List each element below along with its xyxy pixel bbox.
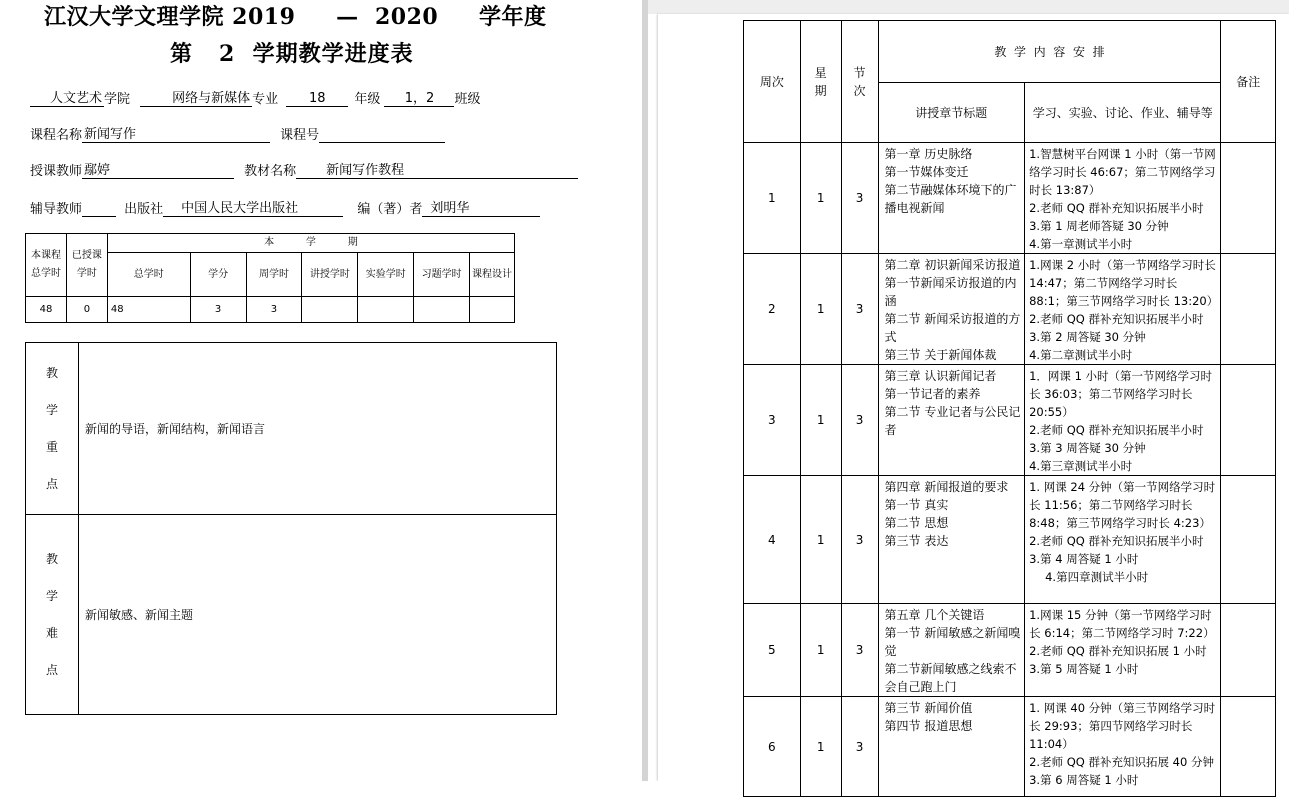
row-day: 1 <box>800 143 841 254</box>
document-subtitle: 第 2 学期教学进度表 <box>170 41 414 67</box>
header-lecture: 讲授学时 <box>302 253 358 297</box>
activity-line: 2.老师 QQ 群补充知识拓展 1 小时 <box>1029 644 1207 658</box>
header-design: 课程设计 <box>470 253 515 297</box>
topic-line: 第三章 认识新闻记者 <box>884 369 997 383</box>
row-period: 3 <box>841 476 878 604</box>
header-remarks: 备注 <box>1221 21 1276 143</box>
col-total-hours: 本课程总学时 <box>26 234 67 297</box>
row-topic <box>878 365 1025 476</box>
editor-label: 编（著）者 <box>357 202 423 217</box>
teacher-value: 鄢婷 <box>82 163 234 179</box>
activity-line: 1.网课 15 分钟（第一节网络学习时长 6:14；第二节网络学习时 7:22） <box>1029 608 1215 640</box>
hours-table <box>25 233 515 323</box>
topic-line: 第二章 初识新闻采访报道 <box>884 258 1021 272</box>
row-period: 3 <box>841 604 878 697</box>
topic-line: 第一节新闻采访报道的内涵 <box>884 276 1017 308</box>
value-weekly: 3 <box>246 297 302 323</box>
teacher-label: 授课教师 <box>30 164 83 179</box>
info-row-course <box>30 124 445 143</box>
topic-line: 第一节记者的素养 <box>884 387 981 401</box>
row-activities <box>1025 604 1221 697</box>
activity-line: 2.老师 QQ 群补充知识拓展半小时 <box>1029 312 1204 326</box>
topic-line: 第三节 表达 <box>884 534 949 548</box>
topic-line: 第三节 新闻价值 <box>884 701 973 715</box>
row-day: 1 <box>800 697 841 797</box>
row-week: 6 <box>744 697 801 797</box>
activity-line: 4.第二章测试半小时 <box>1029 348 1133 362</box>
college-value: 人文艺术 <box>30 91 104 107</box>
header-exercise: 习题学时 <box>414 253 470 297</box>
row-week: 1 <box>744 143 801 254</box>
topic-line: 第四章 新闻报道的要求 <box>884 480 1009 494</box>
row-period: 3 <box>841 365 878 476</box>
info-row-teacher <box>30 160 578 179</box>
publisher-label: 出版社 <box>124 202 164 217</box>
topic-line: 第二节 专业记者与公民记者 <box>884 405 1021 437</box>
activity-line: 1.智慧树平台网课 1 小时（第一节网络学习时长 46:67；第二节网络学习时长 13:87） <box>1029 147 1216 197</box>
info-row-college <box>30 88 480 107</box>
row-activities <box>1025 143 1221 254</box>
topic-line: 第一节媒体变迁 <box>884 165 969 179</box>
college-label: 学院 <box>104 92 131 107</box>
value-design <box>470 297 515 323</box>
value-lecture <box>302 297 358 323</box>
header-total: 总学时 <box>107 253 190 297</box>
topic-line: 第二节 新闻采访报道的方式 <box>884 312 1021 344</box>
row-day: 1 <box>800 476 841 604</box>
key-points-label-char: 学 <box>45 402 58 417</box>
activity-line: 1.网课 2 小时（第一节网络学习时长 14:47；第二节网络学习时长 88:1；第三节网络学习时长 13:20） <box>1029 258 1219 308</box>
row-week: 5 <box>744 604 801 697</box>
row-activities <box>1025 254 1221 365</box>
class-value: 1，2 <box>384 91 454 107</box>
value-total: 48 <box>107 297 190 323</box>
activity-line: 3.第 5 周答疑 1 小时 <box>1029 662 1139 676</box>
row-day: 1 <box>800 254 841 365</box>
header-lab: 实验学时 <box>358 253 414 297</box>
course-no-label: 课程号 <box>280 128 320 143</box>
header-week: 周次 <box>744 21 801 143</box>
tutor-label: 辅导教师 <box>30 202 83 217</box>
activity-line: 3.第 1 周老师答疑 30 分钟 <box>1029 219 1169 233</box>
document-title: 江汉大学文理学院 2019 — 2020 学年度 <box>44 4 547 30</box>
topic-line: 第二节 思想 <box>884 516 949 530</box>
value-done-hours: 0 <box>66 297 107 323</box>
header-day: 星期 <box>800 21 841 143</box>
value-lab <box>358 297 414 323</box>
row-period: 3 <box>841 254 878 365</box>
difficulties-label-char: 教 <box>45 551 58 566</box>
table-row <box>744 143 1276 254</box>
activity-line: 2.老师 QQ 群补充知识拓展半小时 <box>1029 423 1204 437</box>
header-period: 节次 <box>841 21 878 143</box>
table-row <box>744 697 1276 797</box>
row-period: 3 <box>841 697 878 797</box>
activity-line: 2.老师 QQ 群补充知识拓展 40 分钟 <box>1029 755 1214 769</box>
row-week: 2 <box>744 254 801 365</box>
key-points-text: 新闻的导语，新闻结构，新闻语言 <box>79 343 557 515</box>
key-points-label-char: 点 <box>45 476 58 491</box>
table-row <box>744 476 1276 604</box>
value-credit: 3 <box>190 297 246 323</box>
row-remarks <box>1221 143 1276 254</box>
difficulties-label-char: 难 <box>45 625 58 640</box>
row-remarks <box>1221 254 1276 365</box>
difficulties-label <box>26 515 79 715</box>
row-week: 4 <box>744 476 801 604</box>
topic-line: 第一节 新闻敏感之新闻嗅觉 <box>884 626 1021 658</box>
activity-line: 1．网课 1 小时（第一节网络学习时长 36:03；第二节网络学习时长 20:55） <box>1029 369 1213 419</box>
row-period: 3 <box>841 143 878 254</box>
grade-label: 年级 <box>354 92 381 107</box>
table-row <box>744 604 1276 697</box>
key-points-table <box>25 342 557 715</box>
header-content: 教 学 内 容 安 排 <box>878 21 1221 83</box>
course-name-value: 新闻写作 <box>82 127 270 143</box>
row-activities <box>1025 365 1221 476</box>
schedule-table <box>743 20 1276 797</box>
topic-line: 第一节 真实 <box>884 498 949 512</box>
col-done-hours: 已授课学时 <box>66 234 107 297</box>
activity-line: 4.第一章测试半小时 <box>1029 237 1133 251</box>
row-remarks <box>1221 365 1276 476</box>
header-credit: 学分 <box>190 253 246 297</box>
header-weekly: 周学时 <box>246 253 302 297</box>
value-exercise <box>414 297 470 323</box>
row-remarks <box>1221 604 1276 697</box>
difficulties-label-char: 点 <box>45 662 58 677</box>
table-row <box>744 365 1276 476</box>
key-points-label-char: 教 <box>45 365 58 380</box>
left-page <box>0 0 642 781</box>
header-activities: 学习、实验、讨论、作业、辅导等 <box>1025 83 1221 143</box>
textbook-value: 新闻写作教程 <box>296 163 578 179</box>
class-label: 班级 <box>454 92 481 107</box>
course-name-label: 课程名称 <box>30 128 83 143</box>
row-day: 1 <box>800 365 841 476</box>
major-value: 网络与新媒体 <box>140 91 252 107</box>
tutor-value <box>82 201 116 217</box>
editor-value: 刘明华 <box>422 201 540 217</box>
row-day: 1 <box>800 604 841 697</box>
row-activities <box>1025 476 1221 604</box>
topic-line: 第一章 历史脉络 <box>884 147 973 161</box>
activity-line: 2.老师 QQ 群补充知识拓展半小时 <box>1029 201 1204 215</box>
page-top-shade <box>648 0 1289 14</box>
activity-line: 4.第四章测试半小时 <box>1045 570 1149 584</box>
publisher-value: 中国人民大学出版社 <box>163 201 343 217</box>
row-remarks <box>1221 476 1276 604</box>
info-row-tutor <box>30 198 540 217</box>
header-topic: 讲授章节标题 <box>878 83 1025 143</box>
topic-line: 第二节新闻敏感之线索不会自己跑上门 <box>884 662 1017 694</box>
row-topic <box>878 143 1025 254</box>
table-row <box>744 254 1276 365</box>
row-remarks <box>1221 697 1276 797</box>
grade-value: 18 <box>286 91 348 107</box>
row-topic <box>878 476 1025 604</box>
key-points-label-char: 重 <box>45 439 58 454</box>
row-topic <box>878 254 1025 365</box>
key-points-label <box>26 343 79 515</box>
topic-line: 第三节 关于新闻体裁 <box>884 348 997 362</box>
topic-line: 第四节 报道思想 <box>884 719 973 733</box>
course-no-value <box>319 127 445 143</box>
activity-line: 3.第 6 周答疑 1 小时 <box>1029 773 1139 787</box>
activity-line: 4.第三章测试半小时 <box>1029 459 1133 473</box>
difficulties-text: 新闻敏感、新闻主题 <box>79 515 557 715</box>
activity-line: 3.第 2 周答疑 30 分钟 <box>1029 330 1146 344</box>
topic-line: 第五章 几个关键语 <box>884 608 985 622</box>
term-header: 本 学 期 <box>107 234 514 253</box>
activity-line: 1. 网课 40 分钟（第三节网络学习时长 29:93；第四节网络学习时长 11:04） <box>1029 701 1216 751</box>
activity-line: 3.第 4 周答疑 1 小时 <box>1029 552 1139 566</box>
activity-line: 2.老师 QQ 群补充知识拓展半小时 <box>1029 534 1204 548</box>
row-activities <box>1025 697 1221 797</box>
row-topic <box>878 697 1025 797</box>
row-week: 3 <box>744 365 801 476</box>
difficulties-label-char: 学 <box>45 588 58 603</box>
value-total-hours: 48 <box>26 297 67 323</box>
activity-line: 1. 网课 24 分钟（第一节网络学习时长 11:56；第二节网络学习时长 8:48；第三节网络学习时长 4:23） <box>1029 480 1216 530</box>
topic-line: 第二节融媒体环境下的广播电视新闻 <box>884 183 1017 215</box>
activity-line: 3.第 3 周答疑 30 分钟 <box>1029 441 1146 455</box>
major-label: 专业 <box>252 92 279 107</box>
textbook-label: 教材名称 <box>244 164 297 179</box>
row-topic <box>878 604 1025 697</box>
